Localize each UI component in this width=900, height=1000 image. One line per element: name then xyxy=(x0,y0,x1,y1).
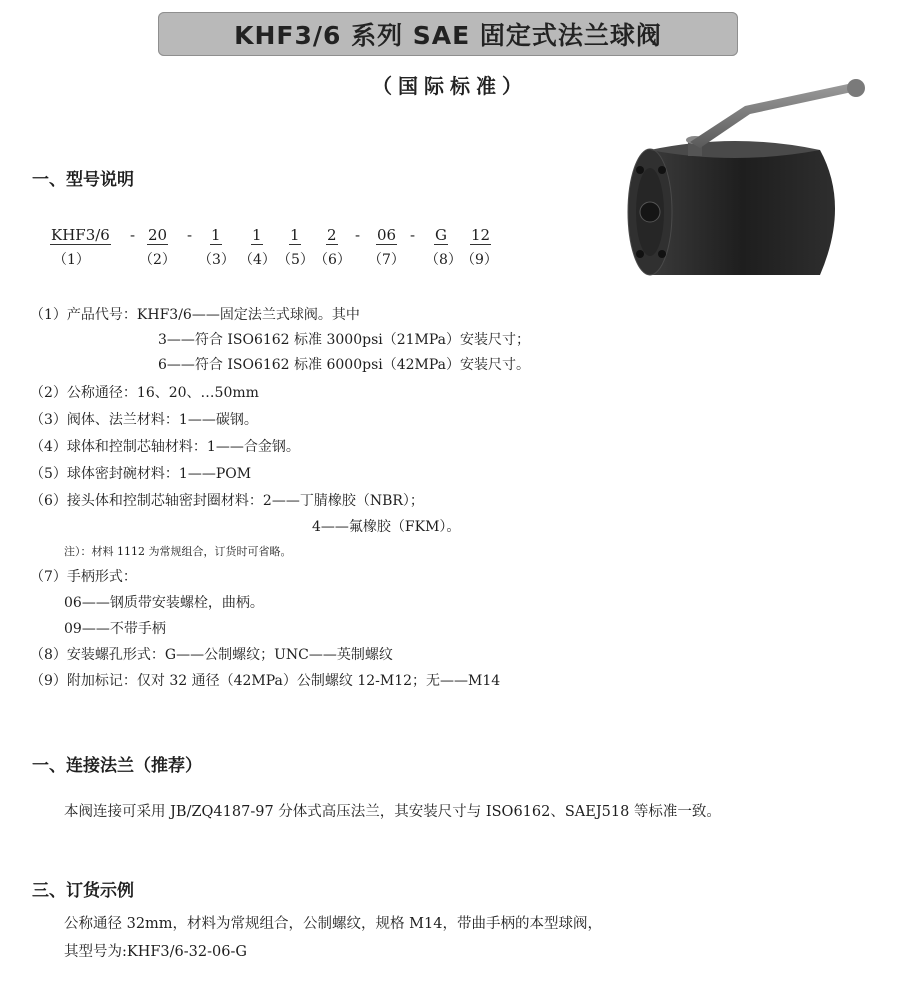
spec-subitem: 09——不带手柄 xyxy=(64,621,166,637)
code-segment: 2 xyxy=(327,226,337,244)
flange-description: 本阀连接可采用 JB/ZQ4187-97 分体式高压法兰，其安装尺寸与 ISO6162、SAEJ518 等标准一致。 xyxy=(64,804,721,820)
code-index: （2） xyxy=(139,252,176,268)
code-separator: - xyxy=(130,226,136,244)
ball-valve-illustration xyxy=(610,70,880,300)
spec-item: （5）球体密封碗材料：1——POM xyxy=(30,466,252,482)
code-segment: 1 xyxy=(252,226,262,244)
code-index: （8） xyxy=(425,252,462,268)
spec-subitem: 6——符合 ISO6162 标准 6000psi（42MPa）安装尺寸。 xyxy=(158,357,531,373)
code-index: （4） xyxy=(239,252,276,268)
code-index: （9） xyxy=(461,252,498,268)
spec-note: 注）：材料 1112 为常规组合，订货时可省略。 xyxy=(64,545,292,558)
section-heading-order: 三、订货示例 xyxy=(32,881,134,901)
spec-item: （2）公称通径：16、20、…50mm xyxy=(30,385,259,401)
spec-item: （3）阀体、法兰材料：1——碳钢。 xyxy=(30,412,258,428)
code-index: （5） xyxy=(277,252,314,268)
code-segment: 06 xyxy=(377,226,397,244)
section-heading-flange: 一、连接法兰（推荐） xyxy=(32,756,202,776)
spec-item: （4）球体和控制芯轴材料：1——合金钢。 xyxy=(30,439,300,455)
code-segment: G xyxy=(435,226,447,244)
page-title: KHF3/6 系列 SAE 固定式法兰球阀 xyxy=(234,21,662,50)
spec-item: （6）接头体和控制芯轴密封圈材料：2——丁腈橡胶（NBR）； xyxy=(30,493,424,509)
code-index: （1） xyxy=(53,252,90,268)
title-banner xyxy=(158,12,738,56)
code-index: （7） xyxy=(368,252,405,268)
code-index: （3） xyxy=(198,252,235,268)
spec-subitem: 3——符合 ISO6162 标准 3000psi（21MPa）安装尺寸； xyxy=(158,332,531,348)
code-segment: 1 xyxy=(290,226,300,244)
order-example-line: 其型号为:KHF3/6-32-06-G xyxy=(64,944,247,960)
section-heading-model: 一、型号说明 xyxy=(32,170,134,190)
code-segment: 1 xyxy=(211,226,221,244)
page-subtitle: （国际标准） xyxy=(372,74,528,98)
code-segment: KHF3/6 xyxy=(51,226,110,244)
spec-item: （7）手柄形式： xyxy=(30,569,137,585)
code-segment: 20 xyxy=(148,226,168,244)
spec-item: （8）安装螺孔形式：G——公制螺纹；UNC——英制螺纹 xyxy=(30,647,393,663)
code-separator: - xyxy=(355,226,361,244)
spec-item: （9）附加标记：仅对 32 通径（42MPa）公制螺纹 12-M12；无——M14 xyxy=(30,673,501,689)
spec-subitem: 06——钢质带安装螺栓，曲柄。 xyxy=(64,595,264,611)
code-segment: 12 xyxy=(471,226,491,244)
code-index: （6） xyxy=(314,252,351,268)
order-example-line: 公称通径 32mm，材料为常规组合，公制螺纹，规格 M14，带曲手柄的本型球阀， xyxy=(64,916,602,932)
spec-subitem: 4——氟橡胶（FKM）。 xyxy=(312,519,461,535)
code-separator: - xyxy=(187,226,193,244)
spec-item: （1）产品代号：KHF3/6——固定法兰式球阀。其中 xyxy=(30,307,360,323)
code-separator: - xyxy=(410,226,416,244)
